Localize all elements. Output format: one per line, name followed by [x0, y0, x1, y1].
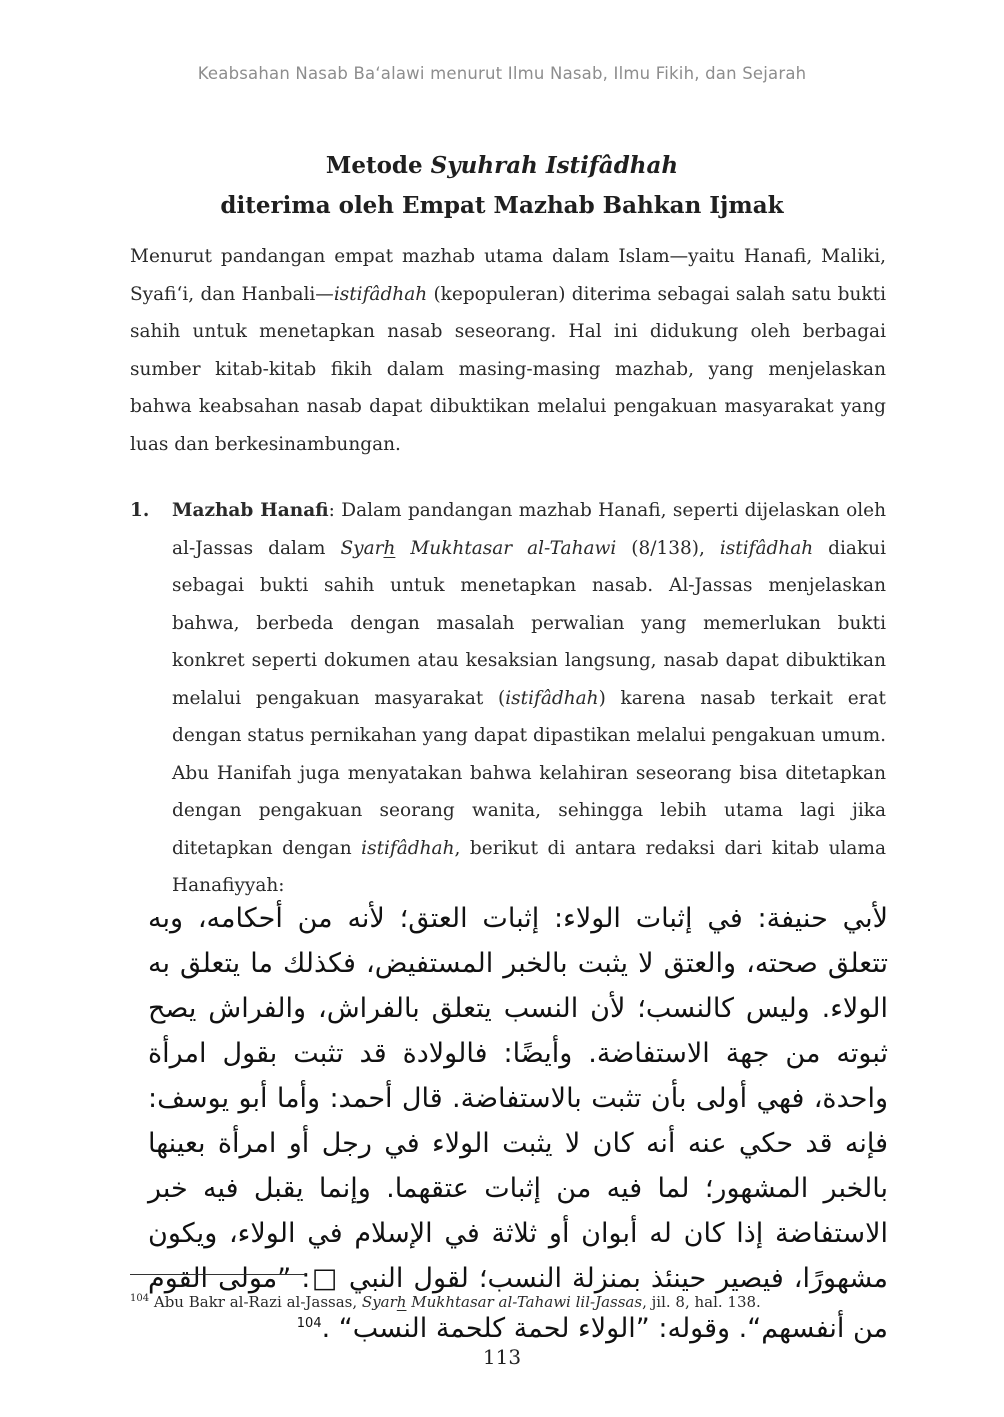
section-title [110, 146, 894, 226]
body-text: ) karena nasab terkait erat dengan status pernikahan yang dapat dipastikan melalui pengakuan umum. Abu Hanifah juga menyatakan bahwa kelahiran seseorang bisa ditetapkan dengan pengakuan seorang wanita, sehingga lebih utama lagi jika ditetapkan dengan [172, 687, 886, 859]
footnote-title-underlined: h [396, 1293, 407, 1311]
footnote-title-part: Syar [361, 1293, 397, 1311]
running-header: Keabsahan Nasab Ba‘alawi menurut Ilmu Nasab, Ilmu Fikih, dan Sejarah [197, 64, 807, 83]
italic-term: istifâdhah [361, 837, 455, 859]
list-item-number: 1. [130, 500, 150, 521]
body-text: , berikut di antara redaksi dari kitab ulama Hanafiyyah: [172, 837, 887, 896]
italic-term: istifâdhah [505, 687, 599, 709]
page-number: 113 [482, 1345, 522, 1369]
arabic-quote [148, 896, 888, 1351]
intro-italic-term: istifâdhah [333, 283, 428, 305]
intro-text-1: Menurut pandangan empat mazhab utama dalam Islam—yaitu Hanafi, Maliki, Syafi‘i, dan Hanbali— [130, 246, 886, 305]
footnote [130, 1288, 890, 1313]
body-text: diakui sebagai bukti sahih untuk menetapkan nasab. Al-Jassas menjelaskan bahwa, berbeda dengan masalah perwalian yang memerlukan bukti konkret seperti dokumen atau kesaksian langsung, nasab dapat dibuktikan melalui pengakuan masyarakat ( [172, 537, 886, 709]
body-text: (8/138), [616, 537, 720, 559]
title-italic-text: Syuhrah Istifâdhah [430, 152, 679, 179]
book-title-part: Syar [340, 537, 384, 559]
section-title-line-1 [110, 146, 894, 186]
list-item [130, 492, 886, 905]
italic-term: istifâdhah [719, 537, 814, 559]
body-text: : Dalam pandangan mazhab Hanafi, seperti dijelaskan oleh al-Jassas dalam [172, 500, 886, 559]
footnote-text: , jil. 8, hal. 138. [642, 1293, 761, 1311]
footnote-book-title [362, 1293, 642, 1311]
list-item-label: Mazhab Hanafi [172, 500, 329, 521]
footnote-text: Abu Bakr al-Razi al-Jassas, [149, 1293, 362, 1311]
title-text: Metode [325, 152, 431, 179]
section-title-line-2: diterima oleh Empat Mazhab Bahkan Ijmak [220, 192, 784, 219]
footnote-reference[interactable]: 104 [296, 1316, 322, 1331]
footnote-number: 104 [130, 1293, 150, 1304]
arabic-quote-text: لأبي حنيفة: في إثبات الولاء: إثبات العتق؛ لأنه من أحكامه، وبه تتعلق صحته، والعتق لا يثبت بالخبر المستفيض، فكذلك ما يتعلق به الولاء. وليس كالنسب؛ لأن النسب يتعلق بالفراش، والفراش يصح ثبوته من جهة الاستفاضة. وأيضًا: فالولادة قد تثبت بقول امرأة واحدة، فهي أولى بأن تثبت بالاستفاضة. قال أحمد: وأما أبو يوسف: فإنه قد حكي عنه أنه كان لا يثبت الولاء في رجل أو امرأة بعينها بالخبر المشهور؛ لما فيه من إثبات عتقهما. وإنما يقبل فيه خبر الاستفاضة إذا كان له أبوان أو ثلاثة في الإسلام في الولاء، ويكون مشهورًا، فيصير حينئذ بمنزلة النسب؛ لقول النبي □: ”مولى القوم من أنفسهم“. وقوله: ”الولاء لحمة كلحمة النسب“ . [148, 903, 888, 1344]
list-item-body [172, 492, 886, 905]
intro-paragraph [130, 238, 886, 463]
book-title [340, 538, 616, 559]
footnote-title-part: Mukhtasar al-Tahawi lil-Jassas [406, 1293, 643, 1311]
book-title-part: Mukhtasar al-Tahawi [395, 537, 617, 559]
intro-text-2: (kepopuleran) diterima sebagai salah satu bukti sahih untuk menetapkan nasab seseorang. Hal ini didukung oleh berbagai sumber kitab-kitab fikih dalam masing-masing mazhab, yang menjelaskan bahwa keabsahan nasab dapat dibuktikan melalui pengakuan masyarakat yang luas dan berkesinambungan. [130, 283, 886, 455]
footnote-divider [130, 1274, 306, 1275]
book-title-underlined: h [383, 537, 396, 559]
